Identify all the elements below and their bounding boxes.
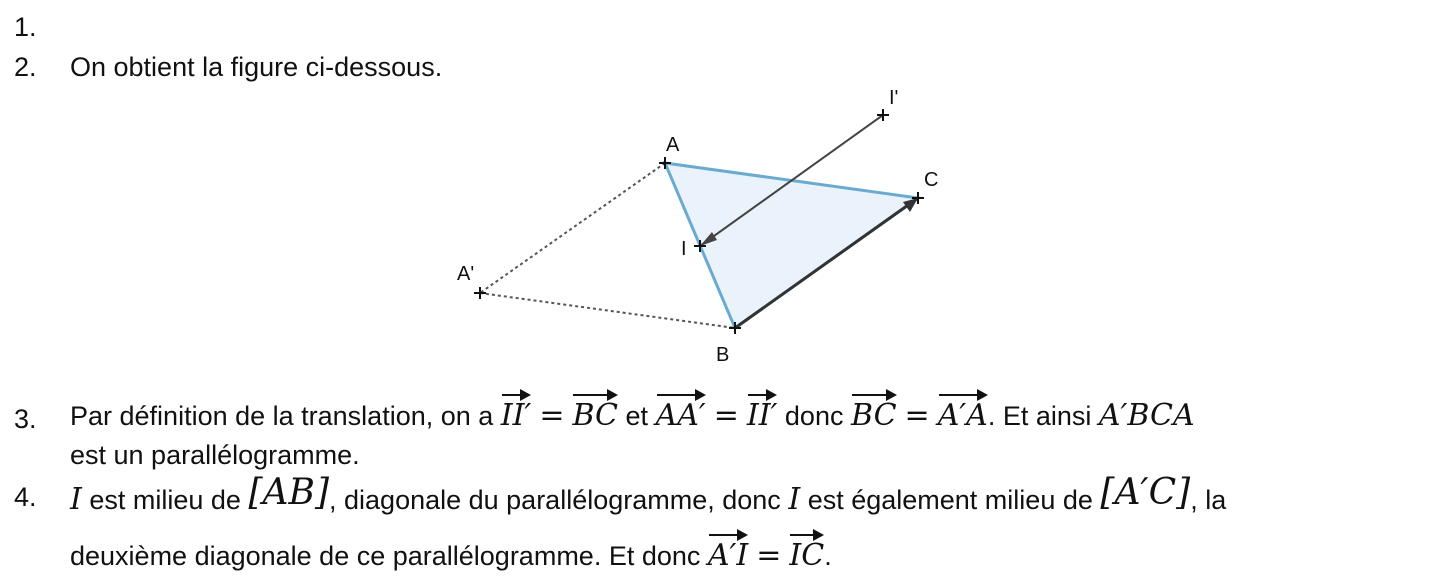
vector-ii-prime-2: II′	[747, 392, 778, 433]
label-c: C	[924, 169, 939, 191]
item-4-text-3: est également milieu de	[807, 485, 1093, 515]
item-3-text-5: est un parallélogramme.	[70, 440, 360, 470]
item-3-text-3: donc	[784, 401, 844, 431]
segment-aap	[480, 163, 665, 293]
equals-sign: =	[713, 398, 739, 433]
segment-apb	[480, 293, 735, 328]
item-4-line-1	[70, 472, 1226, 517]
quadrilateral-name: A′BCA	[1098, 398, 1195, 433]
vector-ic: IC	[789, 532, 824, 573]
item-4-line-2	[70, 532, 832, 573]
item-3-line-1	[70, 392, 1195, 433]
point-i-2: I	[788, 482, 801, 517]
vector-aa-prime: AA′	[656, 392, 706, 433]
equals-sign: =	[539, 398, 565, 433]
item-4-text-1: est milieu de	[89, 485, 241, 515]
label-a: A	[666, 134, 680, 156]
equals-sign: =	[904, 398, 930, 433]
list-number-1: 1.	[14, 12, 37, 42]
vector-bc: BC	[572, 392, 618, 433]
segment-ab: [AB]	[248, 472, 330, 513]
list-number-3: 3.	[14, 404, 37, 434]
item-2-text: On obtient la figure ci-dessous.	[70, 52, 443, 82]
label-b: B	[716, 344, 730, 366]
vector-a-prime-i: A′I	[708, 532, 748, 573]
item-4-text-2: , diagonale du parallélogramme, donc	[329, 485, 781, 515]
item-3-text-2: et	[625, 401, 649, 431]
list-number-4: 4.	[14, 482, 37, 512]
vector-a-prime-a: A′A	[938, 392, 988, 433]
equals-sign: =	[756, 538, 782, 573]
list-number-2: 2.	[14, 52, 37, 82]
vector-bc-2: BC	[851, 392, 897, 433]
item-4-text-6: .	[824, 541, 832, 571]
vector-ii-prime: II′	[501, 392, 532, 433]
item-4-text-5: deuxième diagonale de ce parallélogramme. Et donc	[70, 541, 701, 571]
item-3-text-1: Par définition de la translation, on a	[70, 401, 494, 431]
label-i: I	[681, 238, 687, 260]
segment-a-prime-c: [A′C]	[1100, 472, 1191, 513]
label-i-prime: I'	[889, 87, 899, 109]
point-i: I	[70, 482, 82, 517]
item-4-text-4: , la	[1190, 485, 1227, 515]
geometry-figure	[450, 84, 950, 374]
label-a-prime: A'	[457, 263, 475, 285]
item-3-text-4: . Et ainsi	[987, 401, 1092, 431]
